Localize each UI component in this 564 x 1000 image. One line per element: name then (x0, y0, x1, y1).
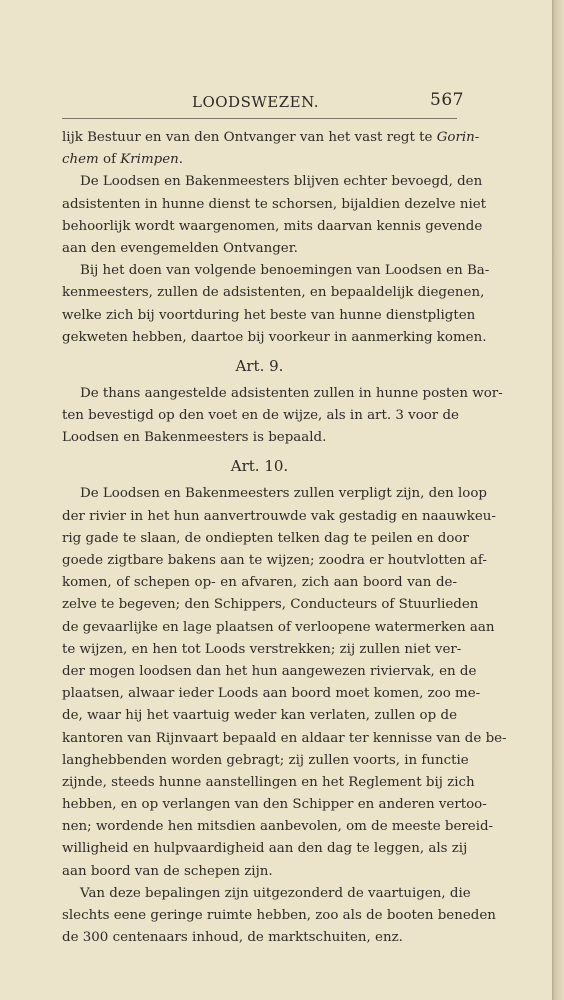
text-segment: of (98, 152, 121, 168)
text-segment: aan boord van de schepen zijn. (62, 863, 273, 879)
text-line (62, 305, 476, 327)
text-segment: behoorlijk wordt waargenomen, mits daarvan kennis gevende (62, 218, 483, 234)
text-line (62, 550, 487, 572)
text-segment: de, waar hij het vaartuig weder kan verlaten, zullen op de (62, 708, 457, 724)
text-line (62, 794, 487, 816)
text-line (62, 506, 496, 528)
text-line (62, 683, 481, 705)
text-segment: willigheid en hulpvaardigheid aan den dag te leggen, als zij (62, 841, 468, 857)
text-line (62, 383, 503, 405)
italic-text: Gorin- (436, 130, 480, 145)
text-line (62, 127, 480, 149)
text-line (62, 838, 468, 860)
text-line (62, 728, 507, 750)
text-line (62, 883, 471, 905)
text-segment: welke zich bij voortduring het beste van hunne dienstpligten (62, 307, 476, 323)
text-segment: De thans aangestelde adsistenten zullen in hunne posten wor- (80, 385, 503, 401)
text-line (62, 171, 483, 193)
text-line (62, 750, 469, 772)
text-segment: hebben, en op verlangen van den Schipper en anderen vertoo- (62, 797, 487, 813)
text-line (62, 260, 490, 282)
article-heading: Art. 10. (230, 457, 289, 476)
text-segment: slechts eene geringe ruimte hebben, zoo als de booten beneden (62, 908, 496, 923)
text-segment: de 300 centenaars inhoud, de marktschuiten, enz. (62, 930, 403, 946)
text-line (62, 661, 477, 683)
text-segment: plaatsen, alwaar ieder Loods aan boord moet komen, zoo me- (62, 686, 481, 702)
text-line (62, 772, 475, 794)
text-segment: kenmeesters, zullen de adsistenten, en bepaaldelijk diegenen, (62, 285, 485, 301)
page-edge (552, 0, 564, 1000)
text-segment: Loodsen en Bakenmeesters is bepaald. (62, 430, 327, 446)
text-line (62, 639, 462, 661)
text-line (62, 861, 457, 883)
text-line (62, 927, 457, 949)
text-line (62, 327, 487, 349)
text-segment: nen; wordende hen mitsdien aanbevolen, om de meeste bereid- (62, 819, 494, 835)
body-text (62, 127, 507, 949)
text-line (62, 528, 469, 550)
text-line (62, 405, 457, 427)
text-segment: lijk Bestuur en van den Ontvanger van het vast regt te (62, 130, 437, 145)
text-line (62, 572, 457, 594)
text-segment: de gevaarlijke en lage plaatsen of verloopene watermerken aan (62, 619, 495, 635)
text-segment: ten bevestigd op den voet en de wijze, als in art. 3 voor de (62, 408, 459, 424)
italic-text: Krimpen (120, 152, 179, 168)
text-segment: komen, of schepen op- en afvaren, zich aan boord van de- (62, 575, 457, 591)
text-segment: rig gade te slaan, de ondiepten telken dag te peilen en door (62, 530, 469, 546)
text-line (62, 816, 494, 838)
text-line (62, 483, 487, 505)
text-segment: . (178, 152, 184, 168)
italic-text: chem (62, 152, 99, 168)
text-segment: goede zigtbare bakens aan te wijzen; zoodra er houtvlotten af- (62, 553, 487, 568)
text-line (62, 905, 496, 927)
text-line (62, 594, 479, 616)
text-segment: zelve te begeven; den Schippers, Conducteurs of Stuurlieden (62, 597, 479, 613)
text-segment: De Loodsen en Bakenmeesters blijven echter bevoegd, den (80, 174, 483, 190)
text-line (62, 216, 483, 238)
text-segment: langhebbenden worden gebragt; zij zullen voorts, in functie (62, 752, 469, 768)
text-segment: De Loodsen en Bakenmeesters zullen verpligt zijn, den loop (80, 486, 487, 502)
text-line (62, 238, 457, 260)
text-segment: der rivier in het hun aanvertrouwde vak gestadig en naauwkeu- (62, 508, 496, 524)
text-line (62, 194, 487, 216)
text-segment: aan den evengemelden Ontvanger. (62, 240, 298, 256)
running-title: LOODSWEZEN. (192, 93, 320, 111)
text-line (62, 705, 457, 727)
article-heading: Art. 9. (235, 356, 284, 375)
text-segment: zijnde, steeds hunne aanstellingen en het Reglement bij zich (62, 774, 475, 790)
text-line (62, 282, 485, 304)
text-line (62, 617, 495, 639)
text-line (62, 149, 457, 171)
text-segment: Bij het doen van volgende benoemingen van Loodsen en Ba- (80, 263, 490, 279)
text-line (62, 427, 457, 449)
text-segment: der mogen loodsen dan het hun aangewezen riviervak, en de (62, 663, 477, 679)
text-segment: kantoren van Rijnvaart bepaald en aldaar ter kennisse van de be- (62, 730, 507, 746)
page-number: 567 (430, 90, 464, 110)
text-segment: gekweten hebben, daartoe bij voorkeur in aanmerking komen. (62, 329, 487, 345)
header-rule (62, 118, 457, 119)
text-segment: adsistenten in hunne dienst te schorsen, bijaldien dezelve niet (62, 196, 487, 212)
text-segment: Van deze bepalingen zijn uitgezonderd de vaartuigen, die (80, 885, 471, 901)
text-segment: te wijzen, en hen tot Loods verstrekken; zij zullen niet ver- (62, 641, 462, 657)
